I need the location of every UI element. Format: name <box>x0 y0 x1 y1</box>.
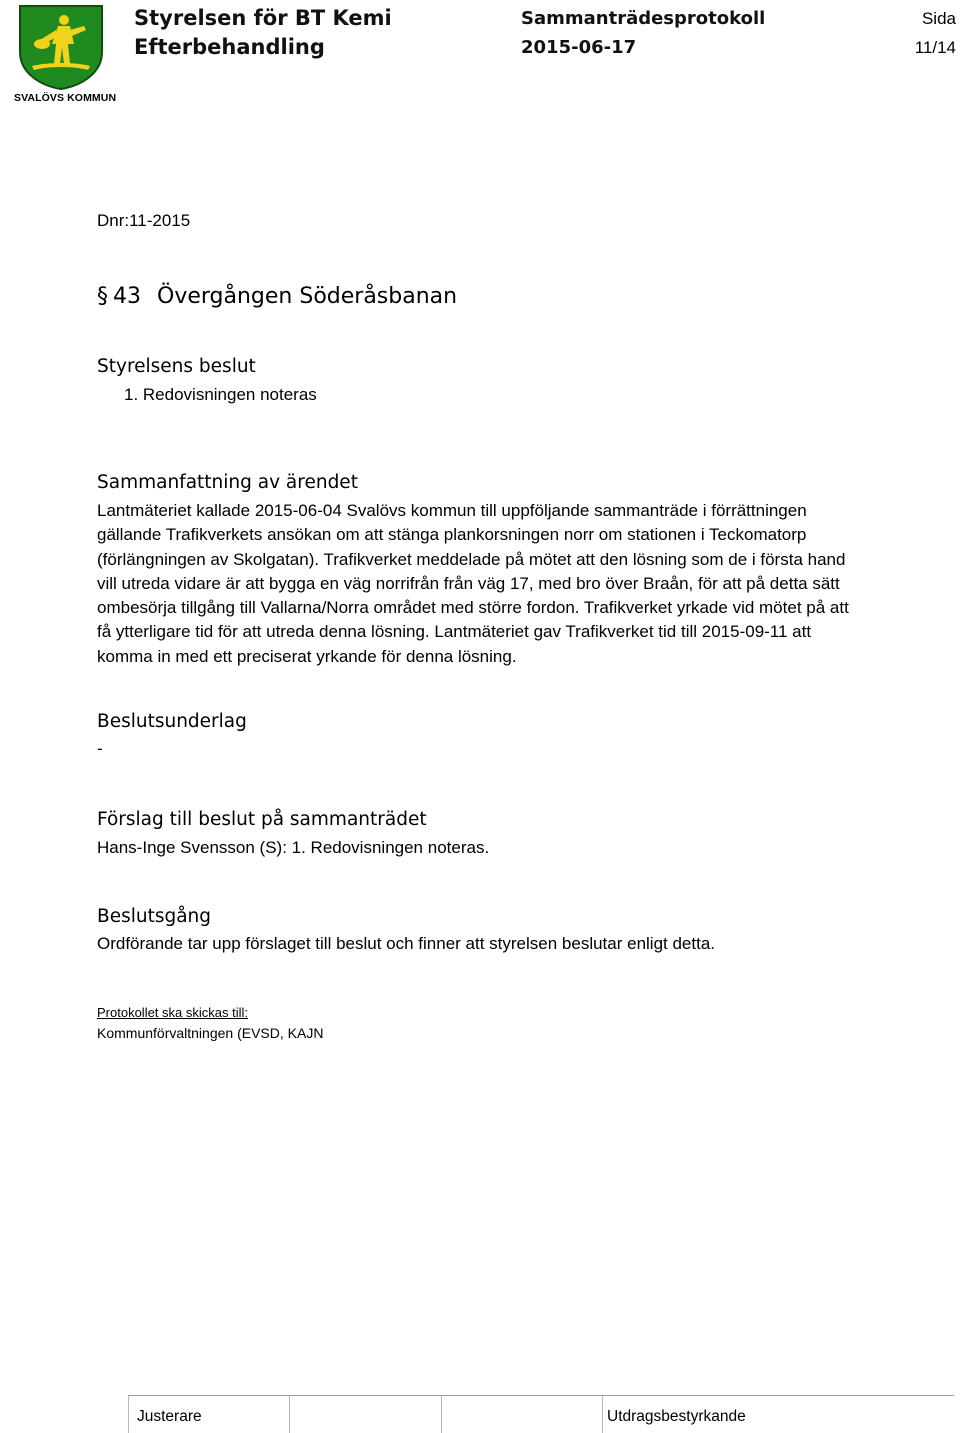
summary-body <box>97 499 957 669</box>
adjuster-cell <box>128 1396 290 1433</box>
page-indicator <box>836 4 956 62</box>
page-label: Sida <box>921 9 956 28</box>
basis-text: - <box>97 739 103 758</box>
page-number: 11/14 <box>914 38 956 57</box>
section-title <box>97 283 457 311</box>
decision-item: 1. Redovisningen noteras <box>124 385 317 404</box>
adjuster-signature-box <box>289 1396 442 1433</box>
summary-line: vill utreda vidare är att bygga en väg norrifrån från väg 17, med bro över Braån, för att på detta sätt <box>97 573 840 593</box>
procedure-text: Ordförande tar upp förslaget till beslut och finner att styrelsen beslutar enligt detta. <box>97 934 716 953</box>
basis-heading: Beslutsunderlag <box>97 711 247 732</box>
proposal-heading: Förslag till beslut på sammanträdet <box>97 809 427 830</box>
summary-line: ombesörja tillgång till Vallarna/Norra området med större fordon. Trafikverket yrkade vid mötet på att <box>97 598 849 618</box>
summary-heading: Sammanfattning av ärendet <box>97 472 358 493</box>
section-symbol: § <box>97 284 108 309</box>
decision-heading: Styrelsens beslut <box>97 356 256 377</box>
summary-line: gällande Trafikverkets ansökan om att stänga plankorsningen norr om stationen i Teckomatorp <box>97 525 807 545</box>
municipality-logo <box>14 4 117 108</box>
organization-name <box>134 4 454 62</box>
excerpt-label: Utdragsbestyrkande <box>607 1408 746 1425</box>
adjuster-signature-box <box>442 1396 603 1433</box>
summary-line: få ytterligare tid för att utreda denna lösning. Lantmäteriet gav Trafikverket tid till 2015-09-11 att <box>97 622 812 642</box>
case-number: Dnr:11-2015 <box>97 211 191 230</box>
procedure-heading: Beslutsgång <box>97 906 212 927</box>
distribution-recipient: Kommunförvaltningen (EVSD, KAJN <box>97 1025 324 1041</box>
coat-of-arms-icon <box>18 4 104 90</box>
proposal-text: Hans-Inge Svensson (S): 1. Redovisningen noteras. <box>97 838 490 857</box>
doc-type-label: Sammanträdesprotokoll <box>521 8 766 29</box>
document-type <box>521 4 821 62</box>
doc-date: 2015-06-17 <box>521 37 637 58</box>
section-heading: Övergången Söderåsbanan <box>157 284 458 309</box>
org-line-2: Efterbehandling <box>134 35 325 59</box>
signature-footer <box>128 1395 954 1433</box>
logo-text: SVALÖVS KOMMUN <box>14 92 117 104</box>
summary-line: komma in med ett preciserat yrkande för denna lösning. <box>97 646 517 666</box>
summary-line: (förlängningen av Skolgatan). Trafikverket meddelade på mötet att den lösning som de i första hand <box>97 549 846 569</box>
org-line-1: Styrelsen för BT Kemi <box>134 6 392 30</box>
excerpt-cell <box>603 1396 954 1433</box>
distribution-heading: Protokollet ska skickas till: <box>97 1005 248 1020</box>
summary-line: Lantmäteriet kallade 2015-06-04 Svalövs kommun till uppföljande sammanträde i förrättningen <box>97 501 807 520</box>
section-number: 43 <box>113 284 141 309</box>
adjuster-label: Justerare <box>137 1408 202 1425</box>
